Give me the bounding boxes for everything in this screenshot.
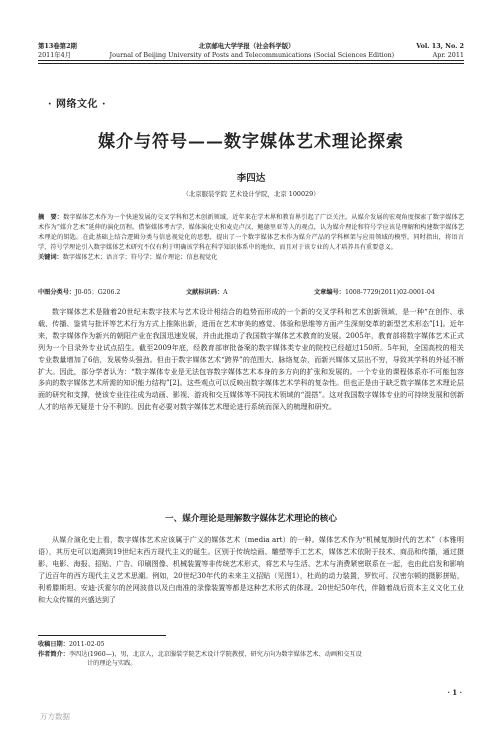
journal-title-en: Journal of Beijing University of Posts and Telecommunications (Social Sciences Edition) xyxy=(109,51,395,59)
watermark: 万方数据 xyxy=(40,712,70,721)
abstract-block xyxy=(38,213,464,263)
journal-header xyxy=(38,40,464,76)
section-heading-1: 一、媒介理论是理解数字媒体艺术理论的核心 xyxy=(165,514,337,524)
header-row-top xyxy=(38,42,464,51)
author-bio-label: 作者简介： xyxy=(38,650,69,658)
article-number-label: 文章编号： xyxy=(314,289,345,296)
article-number xyxy=(314,288,435,297)
section-tag: · 网络文化 · xyxy=(48,99,106,110)
received-date xyxy=(38,640,464,650)
header-rule-thin xyxy=(38,63,464,64)
date-en: Apr. 2011 xyxy=(432,51,464,59)
author-affiliation: （北京服装学院 艺术设计学院，北京 100029） xyxy=(182,190,320,198)
issue-cn: 第13卷第2期 xyxy=(38,42,77,50)
journal-title-cn: 北京邮电大学学报（社会科学版） xyxy=(198,42,295,50)
doc-code-value: A xyxy=(223,289,228,296)
keywords-label: 关键词： xyxy=(38,254,63,261)
clc-label: 中图分类号： xyxy=(38,289,76,296)
article-number-value: 1008-7729(2011)02-0001-04 xyxy=(344,289,435,296)
header-row-bottom xyxy=(38,51,464,60)
date-cn: 2011年4月 xyxy=(38,51,72,59)
author-bio-line2: 计的理论与实践。 xyxy=(87,660,137,667)
abstract-label: 摘 要： xyxy=(38,214,64,221)
keywords-text: 数字媒体艺术；语言学；符号学；媒介理论；信息视觉化 xyxy=(62,254,218,261)
author-name: 李四达 xyxy=(236,173,266,184)
clc-value: J0-05；G206.2 xyxy=(75,289,121,296)
header-rule-thick xyxy=(38,60,464,61)
abstract-text: 数字媒体艺术作为一个快速发展的交叉学科和艺术创新领域，近年来在学术界和教育界引起了广泛关注。从媒介发展的宏观角度探索了数字媒体艺术作为“媒介艺术”延伸的演化历程。借鉴媒体考古学、媒体演化史和麦克卢汉、鲍德里亚等人的观点，认为媒介理论和符号学应该是理解和构建数字媒体艺术理论的钥匙。在此基础上结合逻辑分类与信息视觉化的思想，提出了一个数字媒体艺术作为媒介产品的学科框架与应用领域的模型。同时指出，将语言学、符号学理论引入数字媒体艺术研究不仅有利于明确该学科在科学知识体系中的地位，而且对于该专业的人才培养具有重要意义。 xyxy=(38,214,465,251)
author-bio-line1: 李四达(1960—)，男，北京人，北京服装学院艺术设计学院教授，研究方向为数字媒体艺术、动画和交互设 xyxy=(68,650,362,658)
received-label: 收稿日期： xyxy=(38,641,69,648)
doc-code-label: 文献标识码： xyxy=(186,289,224,296)
section-1-paragraph: 从媒介演化史上看，数字媒体艺术应该属于广义的媒体艺术（media art）的一种。媒体艺术作为“机械复制时代的艺术”（本雅明语），其历史可以追溯到19世纪末西方现代主义的诞生。区别于传统绘画、雕塑等手工艺术，媒体艺术依附于技术、商品和传播，通过摄影、电影、海报、招贴、广告、印刷图像、机械装置等非传统艺术形式，将艺术与生活、艺术与消费紧密联系在一起，也由此启发和影响了近百年的西方现代主义艺术思潮。例如，20世纪30年代的未来主义招贴（见图1），杜尚的动力装置，罗钦可、汉密尔顿的摄影拼贴，利希滕斯坦、安迪·沃霍尔的丝网波普以及白南准的录像装置等都是这种艺术形式的体现。20世纪50年代，伴随着战后资本主义文化工业和大众传媒的兴盛达到了 xyxy=(38,535,464,604)
received-value: 2011-02-05 xyxy=(68,641,105,648)
volume-en: Vol. 13, No. 2 xyxy=(416,42,464,50)
paper-title: 媒介与符号——数字媒体艺术理论探索 xyxy=(98,132,404,152)
document-code xyxy=(186,288,228,297)
page-number: · 1 · xyxy=(447,688,462,697)
footnote-rule xyxy=(38,635,166,636)
intro-paragraph: 数字媒体艺术是随着20世纪末数字技术与艺术设计相结合的趋势而形成的一个新的交叉学科和艺术创新领域，是一种“在创作、承载、传播、鉴赏与批评等艺术行为方式上推陈出新，进而在艺术审美的感觉、体验和思维等方面产生深刻变革的新型艺术形态”[1]。近年来，数字媒体作为新兴的朝阳产业在我国迅速发展，并由此推动了我国数字媒体艺术教育的发展。2005年，教育部将数字媒体艺术正式列为一个目录外专业试点招生。截至2009年底，经教育部审批备案的数字媒体类专业的院校已经超过150所。5年间，全国高校的相关专业数量增加了6倍，发展势头强劲。但由于数字媒体艺术“跨界”的范围大、脉络复杂，而新兴媒体又层出不穷，导致其学科的外延不断扩大。因此，部分学者认为：“数字媒体专业是无法包容数字媒体艺术本身的多方向的扩张和发展的。一个专业的课程体系亦不可能包容多向的数字媒体艺术所需的知识能力结构”[2]。这些观点可以反映出数字媒体艺术学科的复杂性。但也正是由于缺乏数字媒体艺术理论层面的研究和支撑，使该专业往往成为动画、影视、游戏和交互媒体等不同技术领域的“混搭”。这对我国数字媒体专业的可持续发展和创新人才的培养无疑是十分不利的。因此有必要对数字媒体艺术理论进行系统而深入的梳理和研究。 xyxy=(38,307,464,412)
footnote-block xyxy=(38,640,464,669)
clc-number xyxy=(38,288,120,297)
author-bio xyxy=(38,650,464,660)
